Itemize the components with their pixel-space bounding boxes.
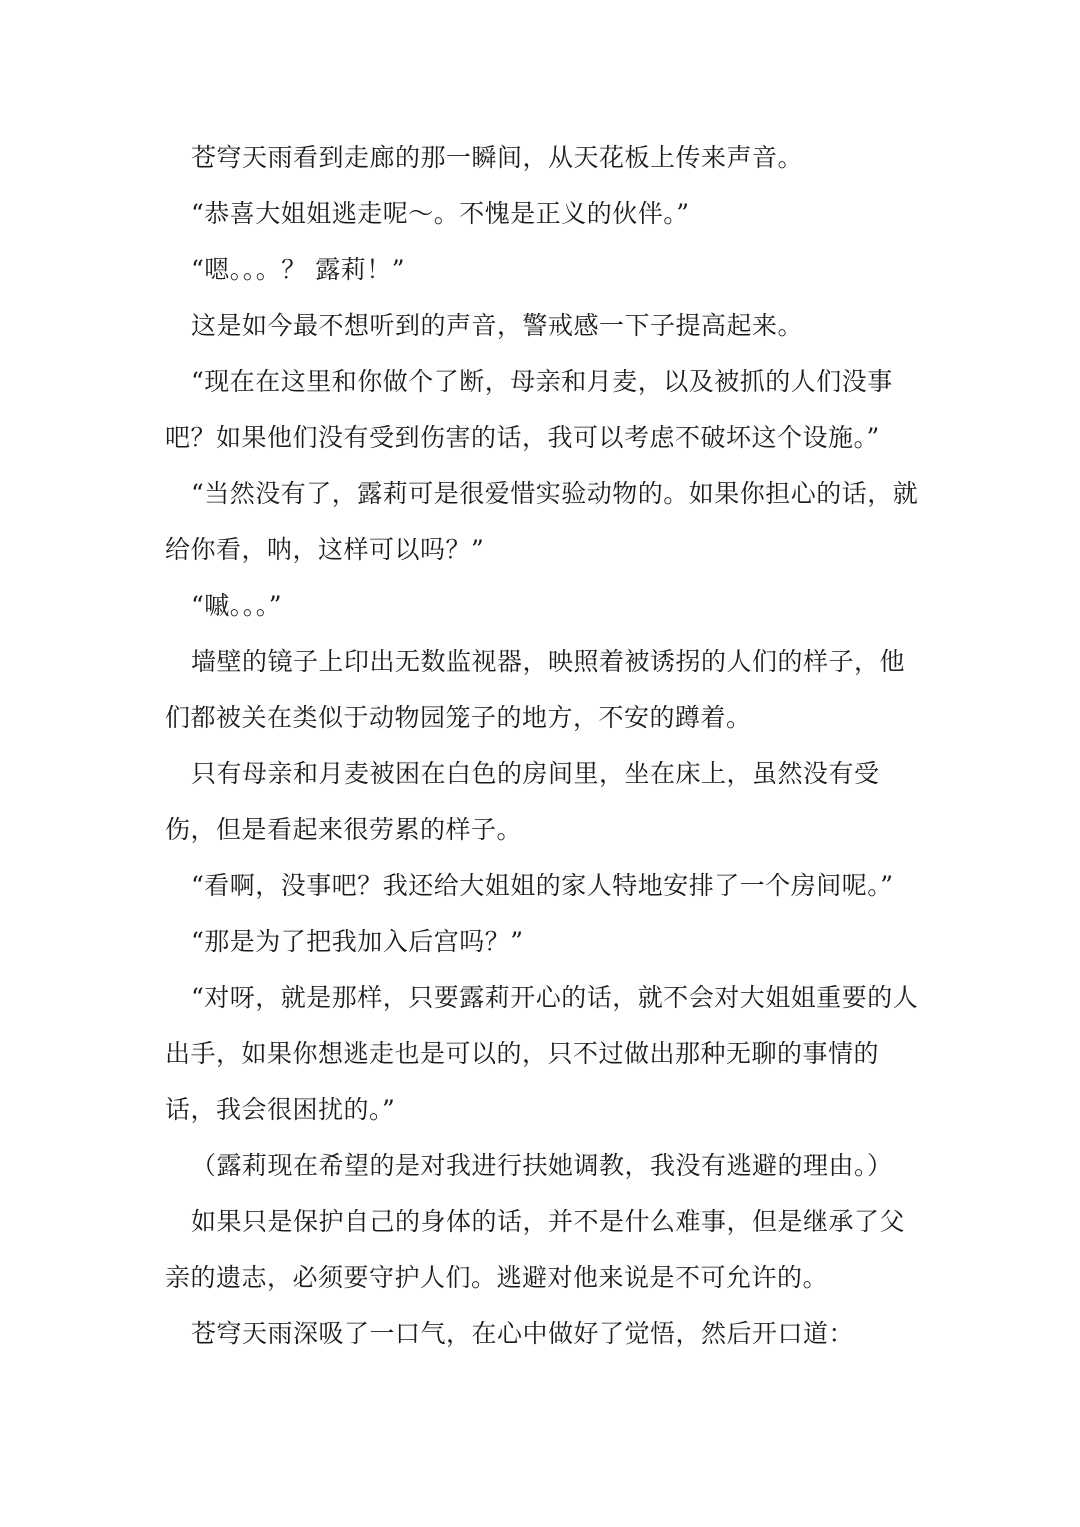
paragraph: 如果只是保护自己的身体的话，并不是什么难事，但是继承了父亲的遗志，必须要守护人们。逃避对他来说是不可允许的。: [165, 1207, 906, 1292]
paragraph: “对呀，就是那样，只要露莉开心的话，就不会对大姐姐重要的人出手，如果你想逃走也是可以的，只不过做出那种无聊的事情的话，我会很困扰的。”: [165, 983, 919, 1124]
paragraph: 只有母亲和月麦被困在白色的房间里，坐在床上，虽然没有受伤，但是看起来很劳累的样子。: [165, 759, 880, 844]
paragraph: 这是如今最不想听到的声音，警戒感一下子提高起来。: [191, 311, 804, 340]
paragraph: “现在在这里和你做个了断，母亲和月麦，以及被抓的人们没事吧？如果他们没有受到伤害的话，我可以考虑不破坏这个设施。”: [165, 367, 893, 452]
story-text: [165, 130, 925, 1362]
paragraph: （露莉现在希望的是对我进行扶她调教，我没有逃避的理由。）: [191, 1151, 893, 1180]
paragraph: 墙壁的镜子上印出无数监视器，映照着被诱拐的人们的样子，他们都被关在类似于动物园笼子的地方，不安的蹲着。: [165, 647, 906, 732]
paragraph: “那是为了把我加入后宫吗？”: [191, 927, 524, 956]
paragraph: “嗯。。。？ 露莉！”: [191, 255, 406, 284]
paragraph: 苍穹天雨看到走廊的那一瞬间，从天花板上传来声音。: [191, 143, 804, 172]
paragraph: “嘁。。。”: [191, 591, 283, 620]
paragraph: “看啊，没事吧？我还给大姐姐的家人特地安排了一个房间呢。”: [191, 871, 894, 900]
paragraph: 苍穹天雨深吸了一口气，在心中做好了觉悟，然后开口道：: [191, 1319, 855, 1348]
paragraph: “恭喜大姐姐逃走呢～。不愧是正义的伙伴。”: [191, 199, 690, 228]
paragraph: “当然没有了，露莉可是很爱惜实验动物的。如果你担心的话，就给你看，呐，这样可以吗？”: [165, 479, 919, 564]
